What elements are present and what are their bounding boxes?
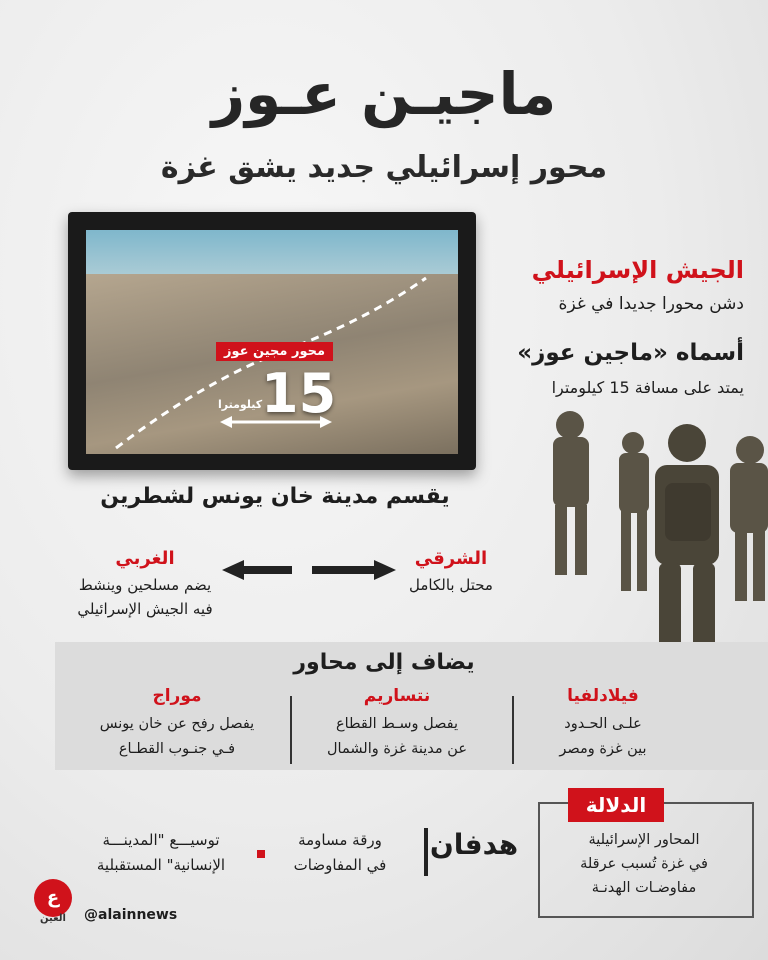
launched-text: دشن محورا جديدا في غزة — [558, 294, 744, 314]
axis-name: موراج — [152, 686, 202, 706]
axis-line1: علـى الحـدود — [564, 716, 642, 732]
goals-divider — [424, 828, 428, 876]
axis-philadelphi — [498, 686, 708, 762]
east-title: الشرقي — [414, 548, 488, 569]
axes-title: يضاف إلى محاور — [293, 650, 475, 675]
goal-bargaining — [270, 828, 410, 878]
west-text-line2: فيه الجيش الإسرائيلي — [77, 600, 213, 618]
axis-netzarim — [292, 686, 502, 762]
axis-name: فيلادلفيا — [567, 686, 639, 706]
extends-text: يمتد على مسافة 15 كيلومترا — [551, 378, 744, 397]
goal1-line2: في المفاوضات — [293, 856, 387, 874]
significance-line3: مفاوضـات الهدنـة — [591, 880, 697, 896]
axis-line2: عن مدينة غزة والشمال — [327, 741, 467, 757]
west-block — [55, 548, 235, 621]
east-text: محتل بالكامل — [409, 576, 493, 594]
significance-tag: الدلالة — [568, 788, 664, 822]
alain-logo-icon: ع — [34, 879, 72, 917]
west-text-line1: يضم مسلحين وينشط — [78, 576, 212, 594]
significance-line1: المحاور الإسرائيلية — [588, 832, 700, 848]
significance-text — [548, 828, 740, 900]
goal-humanitarian-city — [72, 828, 250, 878]
page-subtitle: محور إسرائيلي جديد يشق غزة — [160, 150, 608, 185]
goal-bullet — [257, 850, 265, 858]
goal2-line1: توسيـــع "المدينـــة — [102, 831, 220, 849]
axis-morag — [72, 686, 282, 762]
goal1-line1: ورقة مساومة — [298, 831, 382, 849]
distance-unit: كيلومترا — [218, 398, 263, 411]
axis-line1: يفصل وسـط القطاع — [335, 716, 459, 732]
page-title: ماجيـن عـوز — [211, 60, 557, 128]
axis-divider — [512, 696, 514, 764]
route-name-tag: محور مجين عوز — [216, 342, 333, 361]
axis-line1: يفصل رفح عن خان يونس — [99, 716, 255, 732]
logo-name: العين — [40, 913, 66, 924]
goal2-line2: الإنسانية" المستقبلية — [96, 856, 226, 874]
significance-line2: في غزة تُسبب عرقلة — [580, 856, 708, 872]
east-block — [396, 548, 506, 597]
goals-label: هدفان — [429, 828, 519, 861]
named-label: أسماه «ماجين عوز» — [517, 340, 744, 366]
axis-divider — [290, 696, 292, 764]
arrows-graphic — [222, 558, 396, 582]
west-title: الغربي — [115, 548, 175, 569]
social-handle: @alainnews — [84, 907, 178, 923]
axis-name: نتساريم — [363, 686, 431, 706]
split-headline: يقسم مدينة خان يونس لشطرين — [100, 484, 450, 509]
axis-line2: فـي جنـوب القطـاع — [118, 741, 236, 757]
distance-number: 15 — [261, 362, 337, 425]
aerial-photo — [86, 230, 458, 454]
army-label: الجيش الإسرائيلي — [531, 256, 744, 284]
aerial-photo-frame — [68, 212, 476, 470]
axis-line2: بين غزة ومصر — [559, 741, 647, 757]
